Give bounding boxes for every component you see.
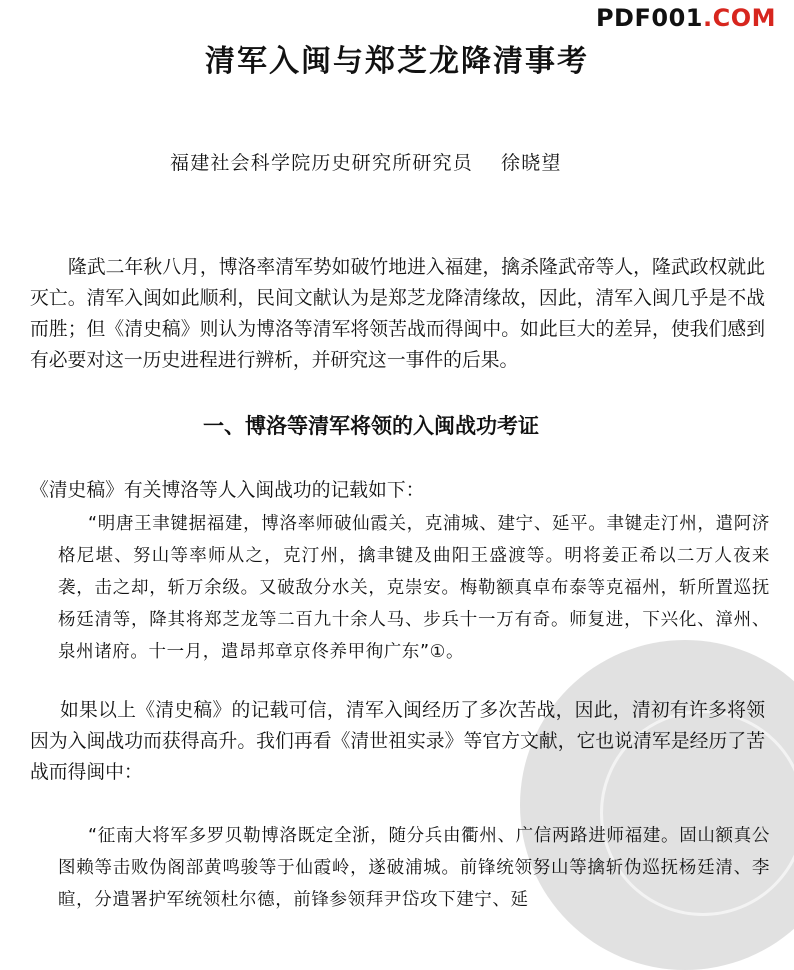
- site-watermark: [596, 4, 776, 32]
- author-line: [170, 148, 562, 175]
- section-heading-1: 一、博洛等清军将领的入闽战功考证: [203, 414, 539, 438]
- watermark-part2: .COM: [702, 4, 776, 32]
- body-paragraph-2: 《清史稿》有关博洛等人入闽战功的记载如下：: [30, 480, 425, 501]
- quote-shilu: “征南大将军多罗贝勒博洛既定全浙，随分兵由衢州、广信两路进师福建。固山额真公图赖等击败伪阁部黄鸣骏等于仙霞岭，遂破浦城。前锋统领努山等擒斩伪巡抚杨廷清、李暄，分遣署护军统领杜尔德，前锋参领拜尹岱攻下建宁、延: [58, 826, 770, 910]
- article-title: 清军入闽与郑芝龙降清事考: [205, 44, 589, 79]
- author-name: 徐晓望: [501, 152, 562, 174]
- watermark-part1: PDF001: [595, 4, 703, 32]
- author-affiliation: 福建社会科学院历史研究所研究员: [170, 152, 474, 174]
- intro-paragraph: 隆武二年秋八月，博洛率清军势如破竹地进入福建，擒杀隆武帝等人，隆武政权就此灭亡。清军入闽如此顺利，民间文献认为是郑芝龙降清缘故，因此，清军入闽几乎是不战而胜；但《清史稿》则认为博洛等清军将领苦战而得闽中。如此巨大的差异，使我们感到有必要对这一历史进程进行辨析，并研究这一事件的后果。: [30, 257, 765, 371]
- body-paragraph-3: 如果以上《清史稿》的记载可信，清军入闽经历了多次苦战，因此，清初有许多将领因为入闽战功而获得高升。我们再看《清世祖实录》等官方文献，它也说清军是经历了苦战而得闽中：: [30, 700, 765, 783]
- quote-qingshigao: “明唐王聿键据福建，博洛率师破仙霞关，克浦城、建宁、延平。聿键走汀州，遣阿济格尼堪、努山等率师从之，克汀州，擒聿键及曲阳王盛渡等。明将姜正希以二万人夜来袭，击之却，斩万余级。又破敌分水关，克崇安。梅勒额真卓布泰等克福州，斩所置巡抚杨廷清等，降其将郑芝龙等二百九十余人马、步兵十一万有奇。师复进，下兴化、漳州、泉州诸府。十一月，遣昂邦章京佟养甲徇广东”①。: [58, 514, 770, 662]
